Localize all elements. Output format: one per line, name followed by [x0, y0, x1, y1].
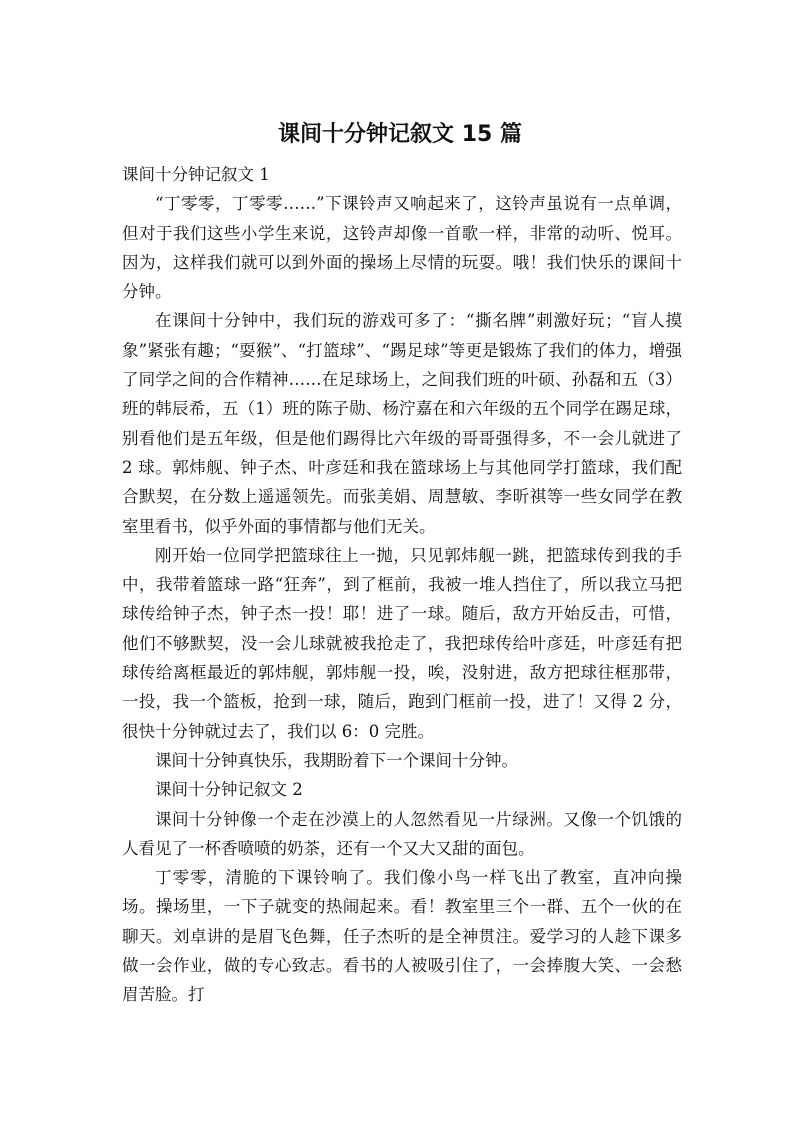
paragraph: 在课间十分钟中，我们玩的游戏可多了：“撕名牌”刺激好玩；“盲人摸象”紧张有趣；“耍猴”、“打篮球”、“踢足球”等更是锻炼了我们的体力，增强了同学之间的合作精神……在足球场上，之间我们班的叶硕、孙磊和五（3）班的韩辰希，五（1）班的陈子勋、杨泞嘉在和六年级的五个同学在踢足球，别看他们是五年级，但是他们踢得比六年级的哥哥强得多，不一会儿就进了 2 球。郭炜舰、钟子杰、叶彦廷和我在篮球场上与其他同学打篮球，我们配合默契，在分数上遥遥领先。而张美娟、周慧敏、李昕祺等一些女同学在教室里看书，似乎外面的事情都与他们无关。 — [122, 311, 682, 536]
paragraph: 刚开始一位同学把篮球往上一抛，只见郭炜舰一跳，把篮球传到我的手中，我带着篮球一路“狂奔”，到了框前，我被一堆人挡住了，所以我立马把球传给钟子杰，钟子杰一投！耶！进了一球。随后，敌方开始反击，可惜，他们不够默契，没一会儿球就被我抢走了，我把球传给叶彦廷，叶彦廷有把球传给离框最近的郭炜舰，郭炜舰一投，唉，没射进，敌方把球往框那带，一投，我一个篮板，抢到一球，随后，跑到门框前一投，进了！又得 2 分，很快十分钟就过去了，我们以 6：0 完胜。 — [122, 545, 682, 741]
paragraph: 课间十分钟真快乐，我期盼着下一个课间十分钟。 — [155, 750, 518, 770]
paragraph: 课间十分钟像一个走在沙漠上的人忽然看见一片绿洲。又像一个饥饿的人看见了一杯香喷喷的奶茶，还有一个又大又甜的面包。 — [122, 809, 682, 858]
paragraph: “丁零零，丁零零……”下课铃声又响起来了，这铃声虽说有一点单调，但对于我们这些小学生来说，这铃声却像一首歌一样，非常的动听、悦耳。因为，这样我们就可以到外面的操场上尽情的玩耍。哦！我们快乐的课间十分钟。 — [122, 194, 682, 302]
document-body — [122, 160, 682, 1010]
section-heading-2: 课间十分钟记叙文 2 — [155, 780, 303, 800]
paragraph: 丁零零，清脆的下课铃响了。我们像小鸟一样飞出了教室，直冲向操场。操场里，一下子就变的热闹起来。看！教室里三个一群、五个一伙的在聊天。刘卓讲的是眉飞色舞，任子杰听的是全神贯注。爱学习的人趁下课多做一会作业，做的专心致志。看书的人被吸引住了，一会捧腹大笑、一会愁眉苦脸。打 — [122, 868, 682, 1005]
document-title: 课间十分钟记叙文 15 篇 — [278, 122, 522, 147]
section-heading-1: 课间十分钟记叙文 1 — [122, 165, 270, 184]
